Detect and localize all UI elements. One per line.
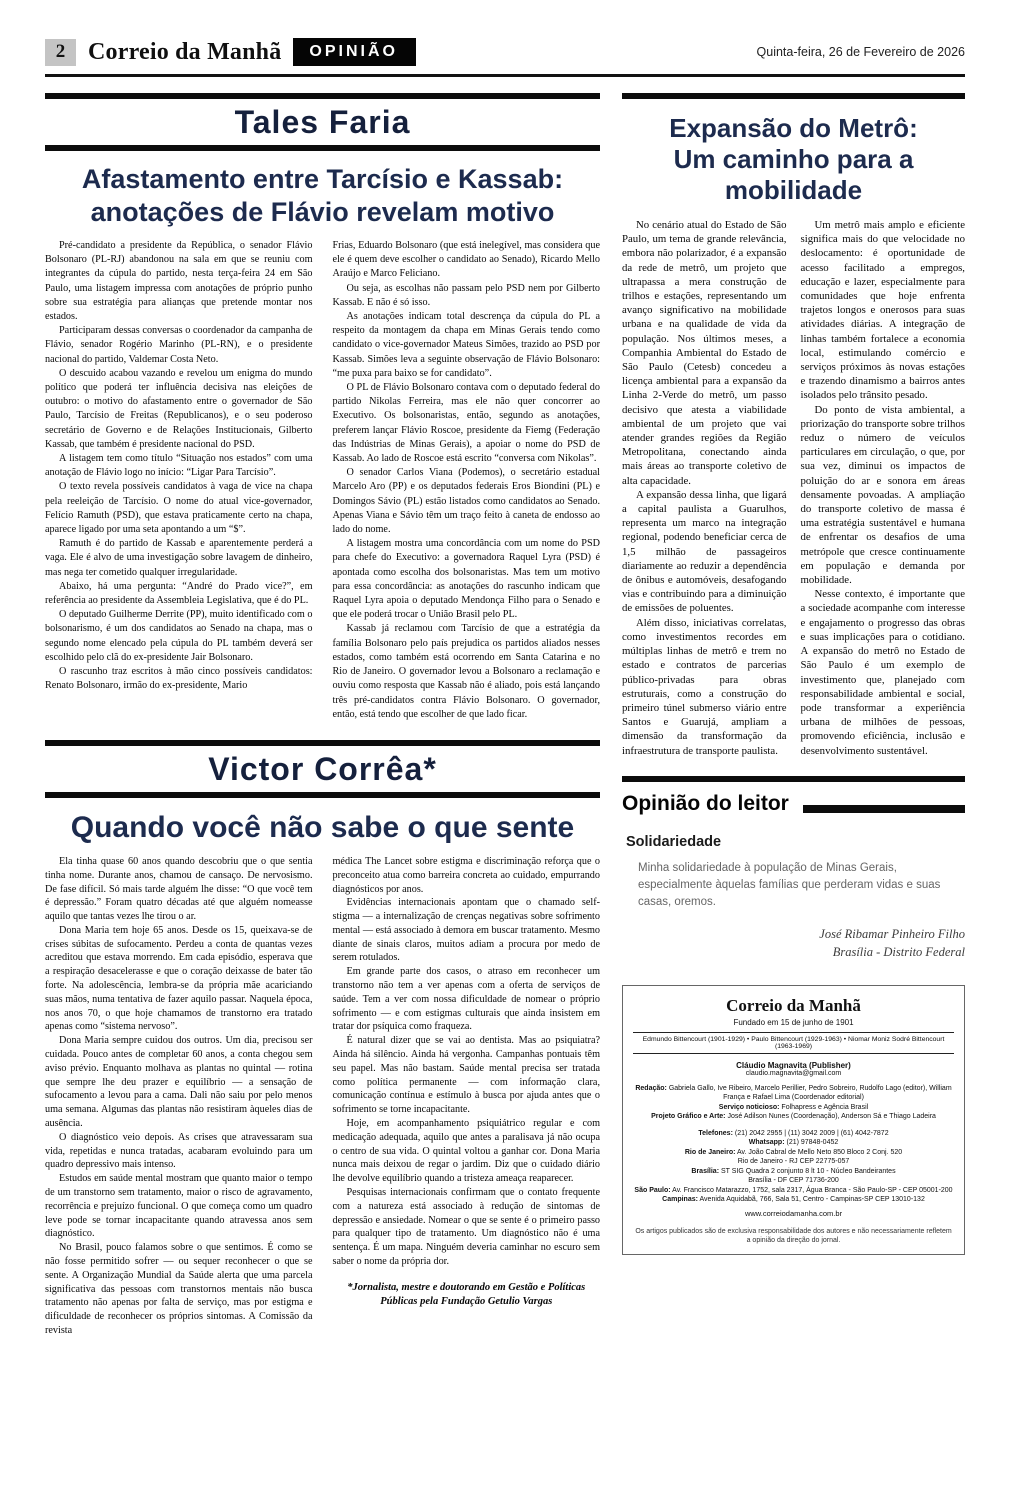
masthead-whatsapp-line [633,1138,954,1148]
header-rule [45,74,965,77]
masthead-rio-line [633,1148,954,1158]
article-paragraph: Dona Maria sempre cuidou dos outros. Um dia, precisou ser cuidada. Pouco antes de completar 60 anos, a conta chegou sem aviso prévio. Enquanto molhava as plantas no quintal — rotina que sempre lhe deu prazer e equilíbrio — a sensação de sufocamento a levou para a cama. Dali não saiu por pelo menos uma semana. Algumas das plantas não resistiram àqueles dias de ausência. [45,1035,313,1130]
article-paragraph: O PL de Flávio Bolsonaro contava com o deputado federal do partido Nikolas Ferreira, mas ele não quer concorrer ao Executivo. Os bolsonaristas, então, segundo as anotações, preferem lançar Flávio Roscoe, presidente da Fiemg (Federação das Indústrias de Minas Gerais), a apoiar o nome do PSD de Kassab. Ao lado de Roscoe está escrito “conversa com Nikolas”. [332,382,600,465]
article-paragraph: Do ponto de vista ambiental, a priorização do transporte sobre trilhos reduz o número de veículos particulares em circulação, o que, por sua vez, diminui os impactos de poluição do ar e sonora em áreas densamente povoadas. A ampliação do transporte coletivo de massa é uma estratégia sustentável e humana de enfrentar os desafios de uma metrópole que cresce continuamente em população e demanda por mobilidade. [800,403,965,587]
masthead-contact-group [633,1129,954,1219]
author-name: Tales Faria [234,104,411,140]
article-paragraph: Ramuth é do partido de Kassab e aparentemente perderá a vaga. Ele é alvo de uma investigação sobre lavagem de dinheiro, mas nega ter cometido qualquer irregularidade. [45,538,313,578]
section-badge: OPINIÃO [293,38,416,66]
reader-opinion-title-row [622,792,965,816]
signature-location: Brasília - Distrito Federal [832,944,965,959]
redacao-text: Gabriela Gallo, Ive Ribeiro, Marcelo Perillier, Pedro Sobreiro, Rudolfo Lago (editor), William França e Rafael Lima (Coordenador editorial) [668,1084,952,1102]
article-paragraph: Ou seja, as escolhas não passam pelo PSD nem por Gilberto Kassab. E não é só isso. [332,282,600,308]
reader-opinion-section [622,776,965,961]
sp-text: Av. Francisco Matarazzo, 1752, sala 2317, Água Branca - São Paulo-SP - CEP 05001-200 [672,1186,953,1194]
article-paragraph: O descuido acabou vazando e revelou um enigma do mundo político que poderá ter influência decisiva nas eleições de outubro: o motivo do afastamento entre o governador de São Paulo, Tarcísio de Freitas (Republicanos), e o seu poderoso secretário de Governo e de Relações Institucionais, Gilberto Kassab, que também é presidente nacional do PSD. [45,367,313,450]
author-footnote: *Jornalista, mestre e doutorando em Gestão e Políticas Públicas pela Fundação Getulio Vargas [347,1281,586,1307]
rio-label: Rio de Janeiro: [684,1148,736,1156]
right-column [622,93,965,1338]
masthead-founded: Fundado em 15 de junho de 1901 [733,1017,854,1027]
article-paragraph: Em grande parte dos casos, o atraso em reconhecer um transtorno não tem a ver apenas com a oferta de serviços de saúde. Tem a ver com nossa dificuldade de nomear o próprio sofrimento — e com estigmas culturais que ainda insistem em tratar dor psíquica como fraqueza. [332,966,600,1033]
article-body [622,218,965,758]
article-paragraph: As anotações indicam total descrença da cúpula do PL a respeito da montagem da chapa em Minas Gerais tendo como candidato o vice-governador Mateus Simões, trazido ao PSD por Kassab. Simões leva a seguinte observação de Flávio Bolsonaro: “me puxa para baixo se for candidato”. [332,311,600,379]
article-paragraph: Pré-candidato a presidente da República, o senador Flávio Bolsonaro (PL-RJ) abandonou na sala em que se reuniu com integrantes da cúpula do partido, nesta terça-feira 24 em São Paulo, uma listagem impressa com anotações de próprio punho sobre sua estratégia para alianças que pretende montar nos estados. [45,240,313,323]
article-victor-correa [45,740,600,1338]
campinas-text: Avenida Aquidabã, 766, Sala 51, Centro - Campinas-SP CEP 13010-132 [699,1196,925,1204]
masthead-projeto-line [633,1112,954,1122]
section-divider-bar [622,93,965,99]
newspaper-logo: Correio da Manhã [88,38,282,65]
article-paragraph: O deputado Guilherme Derrite (PP), muito identificado com o bolsonarismo, é um dos candidatos ao Senado na chapa, mas o segundo nome elencado pela cúpula do PL também deverá ser escolhido pelo clã do ex-presidente Jair Bolsonaro. [45,609,313,663]
masthead-brasilia-line [633,1167,954,1177]
page-header [45,38,965,66]
author-block-victor [45,740,600,798]
letter-body: Minha solidariedade à população de Minas Gerais, especialmente àquelas famílias que perderam vidas e suas casas, oremos. [638,861,941,908]
signature-name: José Ribamar Pinheiro Filho [819,926,965,941]
article-paragraph: Um metrô mais amplo e eficiente significa mais do que velocidade no deslocamento: é oportunidade de acesso facilitado a empregos, educação e lazer, especialmente para comunidades que hoje enfrenta trajetos longos e onerosos para suas atividades diárias. A integração de linhas também fortalece a economia local, estimulando comércio e serviços próximos às novas estações e trazendo dinamismo a bairros antes isolados pelo trânsito pesado. [800,219,965,402]
masthead-box [622,985,965,1256]
sp-label: São Paulo: [634,1186,671,1194]
page-number: 2 [45,39,76,66]
article-paragraph: Abaixo, há uma pergunta: “André do Prado vice?”, em referência ao presidente da Assembleia Legislativa, que é do PL. [45,580,313,607]
redacao-label: Redação: [635,1084,667,1092]
telefones-label: Telefones: [698,1129,733,1137]
article-paragraph: Kassab já reclamou com Tarcísio de que a estratégia da família Bolsonaro pelo país prejudica os partidos aliados nesses estados, como também está ocorrendo em Santa Catarina e no Rio de Janeiro. O governador levou a Bolsonaro a reclamação e ouviu como resposta que Kassab não é aliado, pois está lançando três pré-candidatos contra Flávio Bolsonaro. O governador, então, está tendo que escolher de que lado ficar. [332,623,600,720]
text-column-1 [622,218,787,758]
text-column-2 [333,855,601,1338]
letter-title: Solidariedade [626,833,722,850]
brasilia-label: Brasília: [691,1167,720,1175]
article-paragraph: Dona Maria tem hoje 65 anos. Desde os 15, queixava-se de crises súbitas de sufocamento. Perdeu a conta de quantas vezes acreditou que estava morrendo. Em cada episódio, esperava que a respiração desacelerasse e que o coração deixasse de bater tão forte. Na adolescência, lembra-se da própria mãe acariciando suas mãos, numa tentativa de fazer aquilo passar. Naquela época, nos anos 70, o que hoje chamamos de transtorno era tratado apenas como “sistema nervoso”. [45,924,313,1033]
masthead-sp-line [633,1186,954,1196]
letter-signature [622,925,965,961]
article-paragraph: Hoje, em acompanhamento psiquiátrico regular e com medicação adequada, aquilo que antes a paralisava já não ocupa o centro de sua vida. O quintal voltou a ganhar cor. Dona Maria nunca mais deixou de regar o jardim. Diz que o cuidado diário lhe devolve equilíbrio quando a tristeza ameaça reaparecer. [332,1118,600,1185]
masthead-servico-line [633,1103,954,1113]
article-paragraph: Além disso, iniciativas correlatas, como investimentos recordes em múltiplas linhas de metrô e trem no estado e contratos de parcerias público-privadas para obras estruturais, como a construção do primeiro túnel submerso viário entre Santos e Guarujá, ampliam a dimensão da transformação da infraestrutura de transporte paulista. [622,616,787,757]
article-paragraph: Nesse contexto, é importante que a sociedade acompanhe com interesse e engajamento o progresso das obras e suas implicações para o cotidiano. A expansão do metrô no Estado de São Paulo é um exemplo de investimento que, planejado com responsabilidade ambiental e social, pode transformar a experiência urbana de milhões de pessoas, promovendo eficiência, inclusão e desenvolvimento sustentável. [800,588,965,757]
brasilia-text: ST SIG Quadra 2 conjunto 8 lt 10 - Núcleo Bandeirantes [720,1167,896,1175]
article-paragraph: O rascunho traz escritos à mão cinco possíveis candidatos: Renato Bolsonaro, irmão do ex-presidente, Mario [45,666,313,692]
masthead-brasilia-line2: Brasília - DF CEP 71736-200 [748,1177,839,1185]
article-paragraph: A expansão dessa linha, que ligará a capital paulista a Guarulhos, representa um marco na integração regional, podendo beneficiar cerca de 1,5 milhão de passageiros diariamente ao reduzir a dependência de ônibus e automóveis, desafogando vias e contribuindo para a diminuição de emissões de poluentes. [622,488,787,615]
article-headline: Quando você não sabe o que sente [70,810,575,844]
article-body [45,855,600,1338]
article-paragraph: A listagem tem como título “Situação nos estados” com uma anotação de Flávio logo no início: “Ligar Para Tarcísio”. [45,453,313,479]
article-paragraph: Estudos em saúde mental mostram que quanto maior o tempo de um transtorno sem tratamento, maior o risco de agravamento, recorrência e prejuízo funcional. O que começa como um quadro leve pode se tornar incapacitante quando atravessa anos sem diagnóstico. [45,1173,313,1240]
left-column [45,93,600,1338]
rio-text: Av. João Cabral de Mello Neto 850 Bloco 2 Conj. 520 [737,1148,903,1156]
article-headline: Afastamento entre Tarcísio e Kassab: anotações de Flávio revelam motivo [81,164,564,227]
masthead-publisher: Cláudio Magnavita (Publisher) [736,1060,851,1070]
article-paragraph: Evidências internacionais apontam que o chamado self-stigma — a internalização de crenças negativas sobre sofrimento mental — está associado à demora em buscar tratamento. Mesmo diante de sinais claros, muitos adiam a procura por medo de serem rotulados. [332,897,600,964]
article-paragraph: No Brasil, pouco falamos sobre o que sentimos. É como se não fosse permitido sofrer — ou sequer reconhecer o que se sente. A Organização Mundial da Saúde alerta que uma parcela significativa das pessoas com transtornos mentais não busca tratamento não apenas por falta de serviço, mas por estigma e dificuldade de reconhecer os próprios sintomas. A Comissão da revista [45,1242,313,1336]
author-name: Victor Corrêa* [208,750,437,787]
telefones-text: (21) 2042 2955 | (11) 3042 2009 | (61) 4042-7872 [734,1129,889,1137]
text-column-1 [45,855,313,1338]
edition-date: Quinta-feira, 26 de Fevereiro de 2026 [756,45,965,59]
article-paragraph: O diagnóstico veio depois. As crises que atravessaram sua vida, repetidas e nunca tratadas, acabaram evoluindo para um quadro depressivo mais intenso. [45,1131,313,1171]
campinas-label: Campinas: [662,1196,698,1204]
masthead-website-link[interactable]: www.correiodamanha.com.br [744,1208,843,1218]
masthead-publisher-email: claudio.magnavita@gmail.com [745,1069,842,1077]
masthead-rio-line2: Rio de Janeiro - RJ CEP 22775-057 [737,1158,850,1166]
article-tales-faria [45,93,600,722]
title-accent-bar [803,805,965,813]
servico-label: Serviço noticioso: [718,1103,780,1111]
article-body [45,239,600,722]
author-block-tales [45,93,600,151]
text-column-1 [45,239,313,722]
article-headline: Expansão do Metrô: Um caminho para a mobilidade [669,113,918,205]
article-paragraph: É natural dizer que se vai ao dentista. Mas ao psiquiatra? Ainda há silêncio. Ainda há vergonha. Campanhas pontuais têm seu papel. Mas não bastam. Saúde mental precisa ser tratada como política permanente — com informação clara, comunicação contínua e estímulo à busca por ajuda antes que o sofrimento se torne incapacitante. [332,1035,600,1116]
masthead-founders: Edmundo Bittencourt (1901-1929) • Paulo Bittencourt (1929-1963) • Niomar Moniz Sodré Bittencourt (1963-1969) [633,1032,954,1054]
article-paragraph: No cenário atual do Estado de São Paulo, um tema de grande relevância, embora não polarizador, é a expansão da rede de metrô, um projeto que ultrapassa a mera construção de trilhos e estações, representando um avanço significativo na mobilidade urbana e na qualidade de vida da população. Nos últimos meses, a Companhia Ambiental do Estado de São Paulo (Cetesb) concedeu a licença ambiental para a expansão da Linha 2-Verde do metrô, um passo decisivo que atesta a viabilidade ambiental de um projeto que vai atender grandes regiões da Região Metropolitana, conectando ainda mais áreas ao transporte coletivo de alta capacidade. [622,219,787,487]
masthead-telefones-line [633,1129,954,1139]
article-paragraph: A listagem mostra uma concordância com um nome do PSD para chefe do Executivo: a governadora Raquel Lyra (PSD) é apontada como escolha dos bolsonaristas. Mas tem um motivo para essa concordância: as anotações do rascunho indicam que Raquel Lyra apoia o deputado Mendonça Filho para o Senado e que ele poderá trocar o União Brasil pelo PL. [332,538,600,621]
text-column-2-paragraphs [333,855,601,1269]
reader-opinion-title: Opinião do leitor [622,791,789,815]
masthead-campinas-line [633,1195,954,1205]
article-paragraph: Participaram dessas conversas o coordenador da campanha de Flávio, senador Rogério Marinho (PL-RN), e o presidente nacional do partido, Valdemar Costa Neto. [45,325,313,365]
article-paragraph: O texto revela possíveis candidatos à vaga de vice na chapa pela reeleição de Tarcísio. O nome do atual vice-governador, Felício Ramuth (PSD), que estava praticamente certo na chapa, aparece ligado por uma seta apontando a um “$”. [45,481,313,536]
article-paragraph: Frias, Eduardo Bolsonaro (que está inelegível, mas considera que ele é quem deve escolher o candidato ao Senado), Ricardo Mello Araújo e Marco Feliciano. [332,240,600,280]
projeto-text: José Adilson Nunes (Coordenação), Anderson Sá e Thiago Ladeira [727,1113,936,1121]
whatsapp-text: (21) 97848-0452 [786,1139,839,1147]
article-paragraph: Pesquisas internacionais confirmam que o contato frequente com a natureza está associado à redução de sintomas de depressão e ansiedade. Nomear o que se sente é o primeiro passo para qualquer tipo de tratamento. Um diagnóstico não é uma sentença. É um mapa. Ninguém deveria caminhar no escuro sem saber o nome da própria dor. [332,1187,600,1268]
article-metro [622,93,965,758]
article-paragraph: Ela tinha quase 60 anos quando descobriu que o que sentia tinha nome. Durante anos, chamou de cansaço. De nervosismo. De fase difícil. Só mais tarde alguém lhe disse: “O que você tem é depressão.” Foram quatro décadas até que alguém nomeasse aquilo que tantas vezes lhe tirou o ar. [45,855,313,923]
servico-text: Folhapress e Agência Brasil [781,1103,869,1111]
article-paragraph: O senador Carlos Viana (Podemos), o secretário estadual Marcelo Aro (PP) e os deputados federais Eros Biondini (PL) e Domingos Sávio (PL) estão listados como candidatos ao Senado. Apenas Viana e Sávio têm um traço feito à caneta de endosso ao lado do nome. [332,467,600,536]
whatsapp-label: Whatsapp: [748,1139,785,1147]
projeto-label: Projeto Gráfico e Arte: [651,1113,726,1121]
text-column-2 [333,239,601,722]
article-paragraph: médica The Lancet sobre estigma e discriminação reforça que o preconceito atua como barreira concreta ao cuidado, empurrando diagnósticos por anos. [332,855,600,895]
masthead-title: Correio da Manhã [726,995,861,1015]
section-divider-bar [622,776,965,782]
masthead-disclaimer: Os artigos publicados são de exclusiva responsabilidade dos autores e não necessariamente refletem a opinião da direção do jornal. [635,1228,952,1245]
text-column-2 [801,218,966,758]
masthead-redacao-line [633,1084,954,1103]
page-content [45,93,965,1338]
